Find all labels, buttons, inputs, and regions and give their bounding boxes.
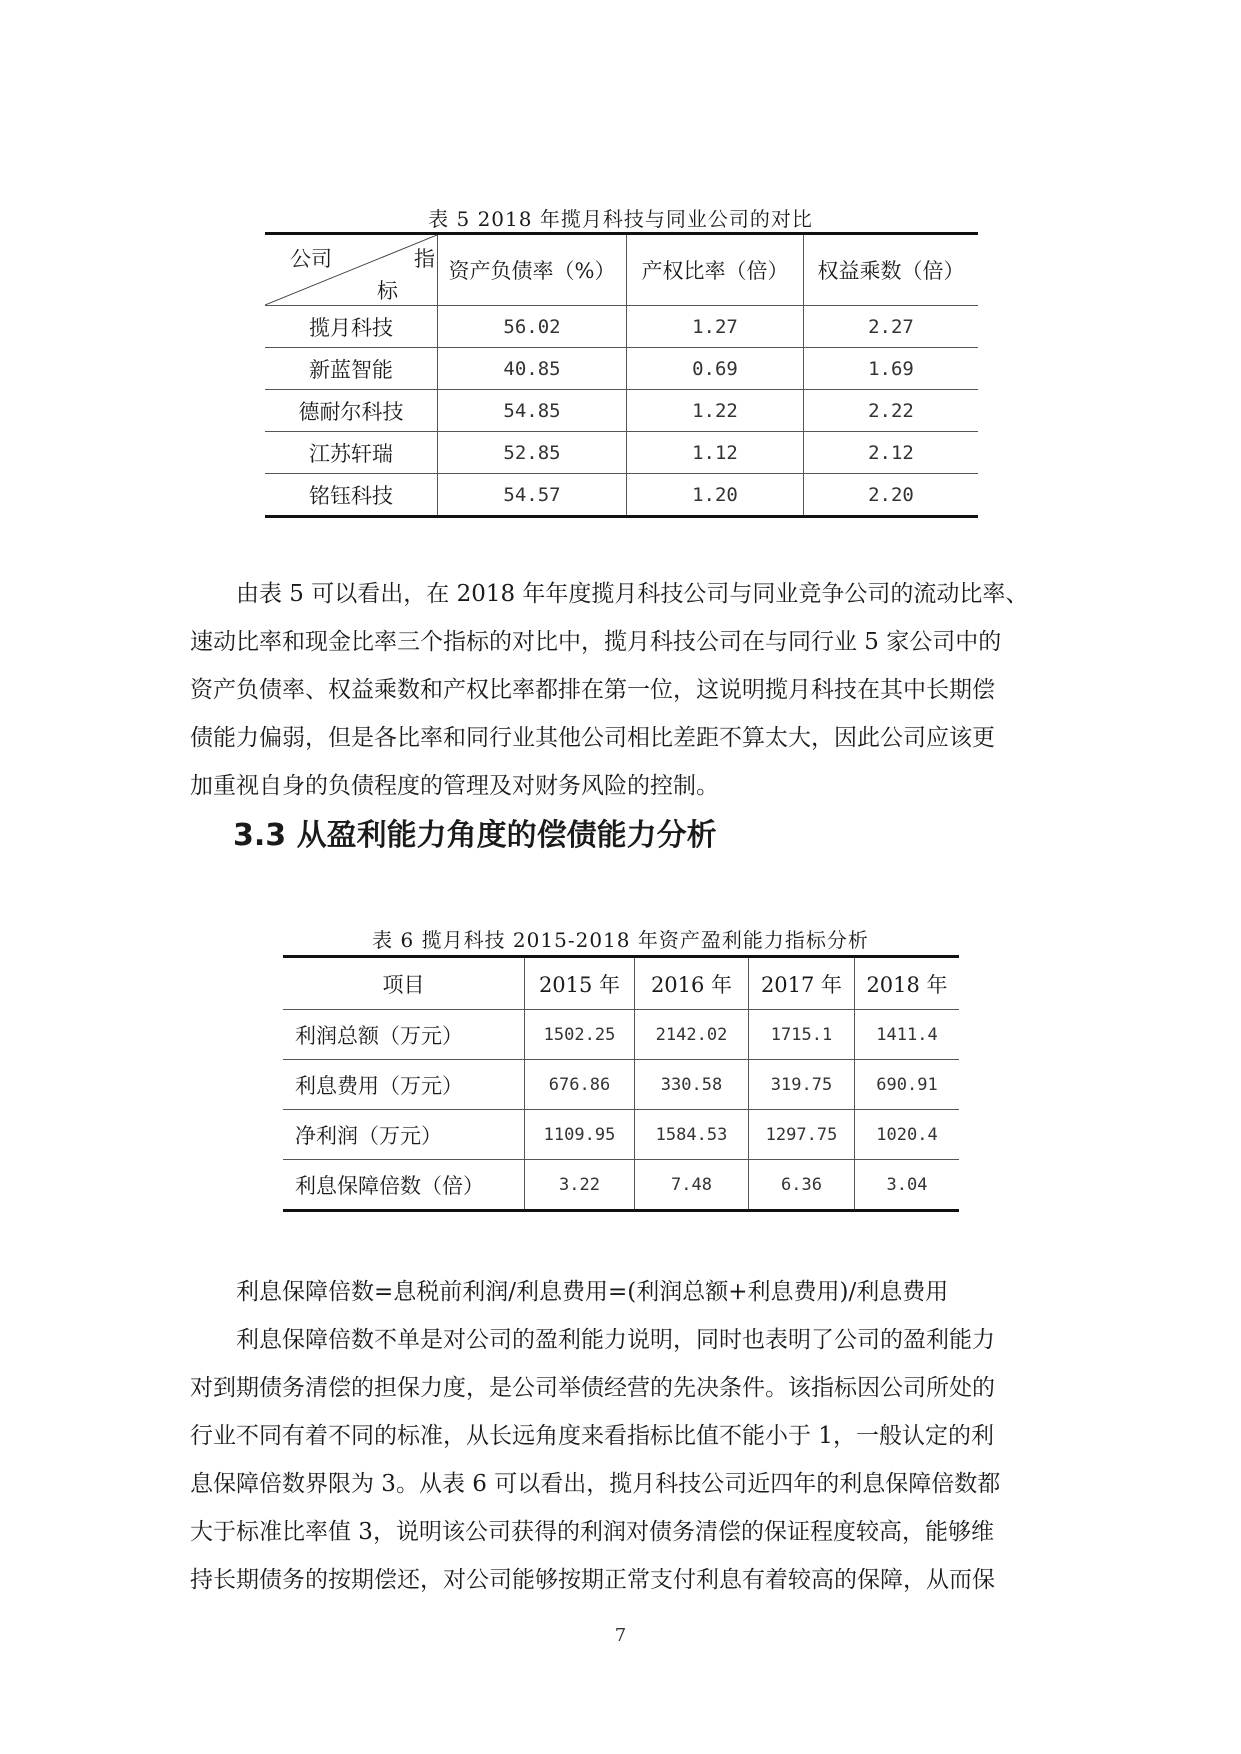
table-cell: 56.02 (438, 306, 627, 348)
table6-column-header: 2016 年 (635, 957, 749, 1010)
table6-header-row (283, 957, 959, 1010)
corner-label-indicator-bottom: 标 (377, 279, 398, 303)
section-heading: 3.3 从盈利能力角度的偿债能力分析 (233, 818, 717, 853)
table-cell: 1584.53 (635, 1110, 749, 1160)
row-label: 利息保障倍数（倍） (283, 1160, 525, 1211)
table-cell: 1.27 (627, 306, 804, 348)
company-name: 江苏轩瑞 (265, 432, 438, 474)
table6-column-header: 2015 年 (525, 957, 635, 1010)
table5 (265, 232, 978, 518)
table-cell: 52.85 (438, 432, 627, 474)
paragraph-line: 持长期债务的按期偿还，对公司能够按期正常支付利息有着较高的保障，从而保 (190, 1567, 995, 1593)
analysis-paragraph-2 (190, 1316, 1051, 1604)
table-cell: 2.27 (804, 306, 979, 348)
table5-caption: 表 5 2018 年揽月科技与同业公司的对比 (428, 207, 813, 231)
company-name: 铭钰科技 (265, 474, 438, 517)
corner-label-company: 公司 (290, 247, 332, 271)
table-cell: 2142.02 (635, 1010, 749, 1060)
paragraph-line: 资产负债率、权益乘数和产权比率都排在第一位，这说明揽月科技在其中长期偿 (190, 677, 995, 703)
table-cell: 676.86 (525, 1060, 635, 1110)
table-cell: 1297.75 (749, 1110, 855, 1160)
table5-corner-cell (265, 234, 438, 306)
table5-column-header: 资产负债率（%） (438, 234, 627, 306)
table-cell: 1.69 (804, 348, 979, 390)
paragraph-line: 加重视自身的负债程度的管理及对财务风险的控制。 (190, 773, 719, 799)
table6-column-header: 2018 年 (855, 957, 960, 1010)
formula-block (190, 1268, 1051, 1316)
table-cell: 319.75 (749, 1060, 855, 1110)
paragraph-line: 由表 5 可以看出，在 2018 年年度揽月科技公司与同业竞争公司的流动比率、 (236, 581, 1029, 607)
paragraph-line: 债能力偏弱，但是各比率和同行业其他公司相比差距不算太大，因此公司应该更 (190, 725, 995, 751)
table-row (283, 1060, 959, 1110)
company-name: 揽月科技 (265, 306, 438, 348)
table-cell: 1.20 (627, 474, 804, 517)
table-cell: 1.12 (627, 432, 804, 474)
table-cell: 3.22 (525, 1160, 635, 1211)
table-cell: 1502.25 (525, 1010, 635, 1060)
table-row (265, 348, 978, 390)
table-row (283, 1110, 959, 1160)
table6-column-header: 项目 (283, 957, 525, 1010)
paragraph-line: 行业不同有着不同的标准，从长远角度来看指标比值不能小于 1，一般认定的利 (190, 1423, 994, 1449)
formula-text: 利息保障倍数=息税前利润/利息费用=(利润总额+利息费用)/利息费用 (236, 1279, 949, 1305)
table-cell: 1.22 (627, 390, 804, 432)
table-cell: 0.69 (627, 348, 804, 390)
table6 (283, 955, 959, 1212)
table-cell: 2.20 (804, 474, 979, 517)
table-cell: 2.22 (804, 390, 979, 432)
table-cell: 3.04 (855, 1160, 960, 1211)
table5-column-header: 权益乘数（倍） (804, 234, 979, 306)
table-cell: 1411.4 (855, 1010, 960, 1060)
table-cell: 40.85 (438, 348, 627, 390)
table-row (283, 1010, 959, 1060)
table-cell: 54.85 (438, 390, 627, 432)
table6-column-header: 2017 年 (749, 957, 855, 1010)
paragraph-line: 利息保障倍数不单是对公司的盈利能力说明，同时也表明了公司的盈利能力 (236, 1327, 995, 1353)
row-label: 净利润（万元） (283, 1110, 525, 1160)
table-row (265, 474, 978, 517)
paragraph-line: 对到期债务清偿的担保力度，是公司举债经营的先决条件。该指标因公司所处的 (190, 1375, 995, 1401)
table6-caption: 表 6 揽月科技 2015-2018 年资产盈利能力指标分析 (372, 928, 869, 952)
paragraph-line: 速动比率和现金比率三个指标的对比中，揽月科技公司在与同行业 5 家公司中的 (190, 629, 1002, 655)
analysis-paragraph-1 (190, 570, 1051, 810)
table-row (283, 1160, 959, 1211)
table-cell: 2.12 (804, 432, 979, 474)
table5-column-header: 产权比率（倍） (627, 234, 804, 306)
table-row (265, 390, 978, 432)
table-row (265, 306, 978, 348)
table-row (265, 432, 978, 474)
table5-header-row (265, 234, 978, 306)
table-cell: 690.91 (855, 1060, 960, 1110)
row-label: 利润总额（万元） (283, 1010, 525, 1060)
page-number: 7 (614, 1625, 627, 1646)
table-cell: 1109.95 (525, 1110, 635, 1160)
company-name: 新蓝智能 (265, 348, 438, 390)
table-cell: 330.58 (635, 1060, 749, 1110)
table-cell: 7.48 (635, 1160, 749, 1211)
table-cell: 54.57 (438, 474, 627, 517)
table-cell: 6.36 (749, 1160, 855, 1211)
paragraph-line: 大于标准比率值 3，说明该公司获得的利润对债务清偿的保证程度较高，能够维 (190, 1519, 994, 1545)
table-cell: 1020.4 (855, 1110, 960, 1160)
corner-label-indicator-top: 指 (414, 247, 435, 271)
table-cell: 1715.1 (749, 1010, 855, 1060)
row-label: 利息费用（万元） (283, 1060, 525, 1110)
company-name: 德耐尔科技 (265, 390, 438, 432)
paragraph-line: 息保障倍数界限为 3。从表 6 可以看出，揽月科技公司近四年的利息保障倍数都 (190, 1471, 1001, 1497)
